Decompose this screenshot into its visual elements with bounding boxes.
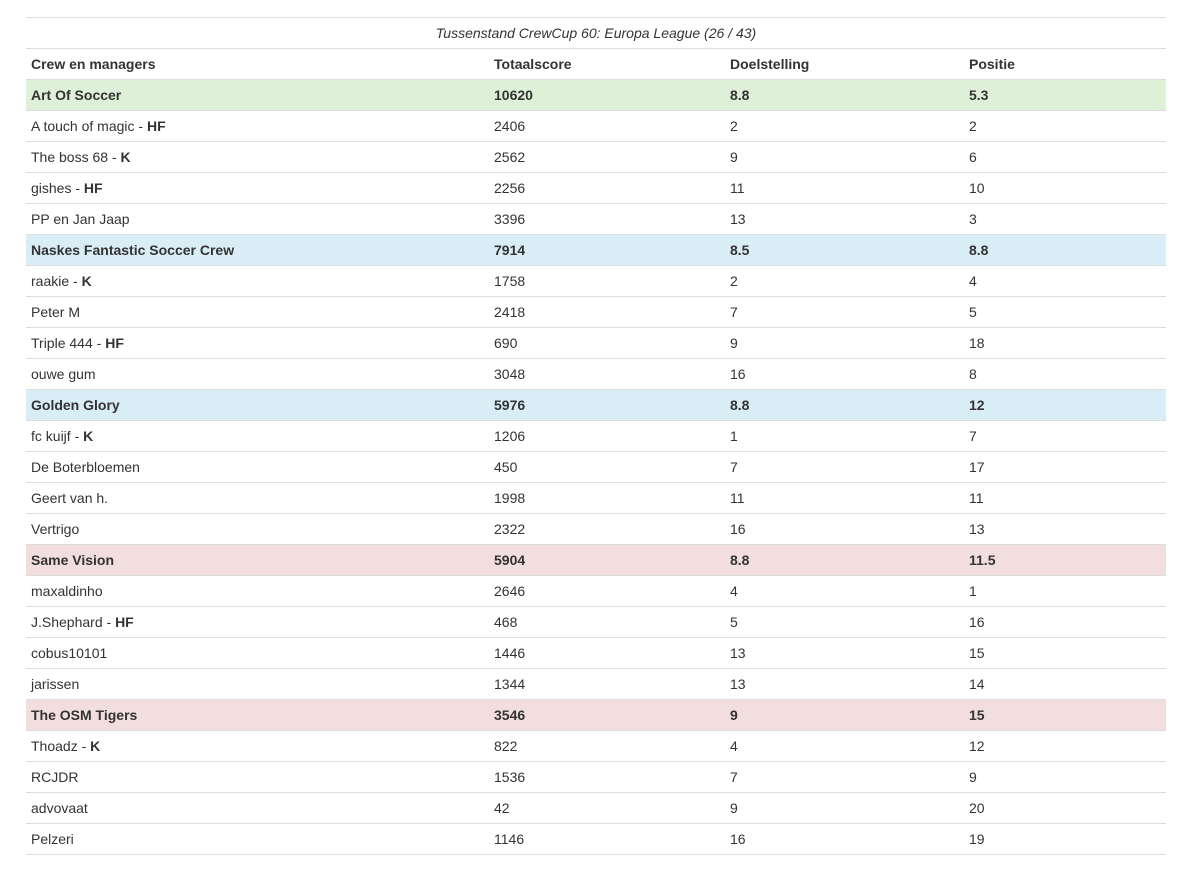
goal-cell: 16: [725, 359, 964, 390]
header-crew: Crew en managers: [26, 49, 489, 80]
manager-name: [26, 669, 489, 700]
manager-row: [26, 142, 1166, 173]
name-text: The boss 68: [31, 149, 109, 165]
manager-row: [26, 111, 1166, 142]
role-tag: K: [81, 273, 92, 289]
manager-row: [26, 328, 1166, 359]
role-tag: HF: [83, 180, 103, 196]
manager-row: [26, 731, 1166, 762]
role-tag: HF: [146, 118, 166, 134]
position-cell: 10: [964, 173, 1166, 204]
name-text: PP en Jan Jaap: [31, 211, 130, 227]
manager-row: [26, 824, 1166, 855]
score-cell: 468: [489, 607, 725, 638]
goal-cell: 13: [725, 638, 964, 669]
position-cell: 4: [964, 266, 1166, 297]
position-cell: 5: [964, 297, 1166, 328]
name-text: Triple 444: [31, 335, 93, 351]
crew-name: [26, 545, 489, 576]
manager-name: [26, 359, 489, 390]
name-text: De Boterbloemen: [31, 459, 140, 475]
manager-name: Thoadz - K: [26, 731, 489, 762]
manager-name: The boss 68 - K: [26, 142, 489, 173]
header-row: [26, 49, 1166, 80]
name-text: Geert van h.: [31, 490, 109, 506]
table-caption: Tussenstand CrewCup 60: Europa League (26 / 43): [26, 17, 1166, 48]
position-cell: 1: [964, 576, 1166, 607]
crew-row: [26, 390, 1166, 421]
position-cell: 7: [964, 421, 1166, 452]
score-cell: 5904: [489, 545, 725, 576]
header-position: Positie: [964, 49, 1166, 80]
score-cell: 2256: [489, 173, 725, 204]
manager-row: [26, 607, 1166, 638]
role-tag: HF: [105, 335, 124, 351]
position-cell: 6: [964, 142, 1166, 173]
goal-cell: 8.8: [725, 80, 964, 111]
score-cell: 1206: [489, 421, 725, 452]
goal-cell: 2: [725, 266, 964, 297]
manager-row: [26, 638, 1166, 669]
manager-row: [26, 173, 1166, 204]
score-cell: 690: [489, 328, 725, 359]
manager-name: [26, 762, 489, 793]
score-cell: 3048: [489, 359, 725, 390]
goal-cell: 16: [725, 824, 964, 855]
name-text: The OSM Tigers: [31, 707, 138, 723]
score-cell: 10620: [489, 80, 725, 111]
role-tag: K: [83, 428, 94, 444]
score-cell: 3546: [489, 700, 725, 731]
position-cell: 14: [964, 669, 1166, 700]
position-cell: 11.5: [964, 545, 1166, 576]
score-cell: 2646: [489, 576, 725, 607]
goal-cell: 9: [725, 700, 964, 731]
goal-cell: 4: [725, 576, 964, 607]
role-tag: HF: [115, 614, 134, 630]
score-cell: 1344: [489, 669, 725, 700]
score-cell: 1998: [489, 483, 725, 514]
manager-row: [26, 576, 1166, 607]
position-cell: 9: [964, 762, 1166, 793]
goal-cell: 7: [725, 452, 964, 483]
goal-cell: 7: [725, 762, 964, 793]
manager-row: [26, 793, 1166, 824]
name-text: RCJDR: [31, 769, 79, 785]
position-cell: 13: [964, 514, 1166, 545]
manager-row: [26, 204, 1166, 235]
position-cell: 3: [964, 204, 1166, 235]
crew-row: [26, 80, 1166, 111]
manager-name: [26, 576, 489, 607]
score-cell: 450: [489, 452, 725, 483]
manager-row: [26, 266, 1166, 297]
score-cell: 5976: [489, 390, 725, 421]
role-tag: K: [90, 738, 101, 754]
position-cell: 15: [964, 700, 1166, 731]
name-text: Naskes Fantastic Soccer Crew: [31, 242, 235, 258]
manager-name: J.Shephard - HF: [26, 607, 489, 638]
manager-row: [26, 359, 1166, 390]
name-text: Vertrigo: [31, 521, 80, 537]
standings-table: [26, 17, 1166, 855]
position-cell: 8: [964, 359, 1166, 390]
name-text: Peter M: [31, 304, 81, 320]
position-cell: 12: [964, 390, 1166, 421]
score-cell: 7914: [489, 235, 725, 266]
role-tag: K: [120, 149, 131, 165]
manager-row: [26, 297, 1166, 328]
name-text: Thoadz: [31, 738, 78, 754]
goal-cell: 1: [725, 421, 964, 452]
score-cell: 42: [489, 793, 725, 824]
position-cell: 12: [964, 731, 1166, 762]
position-cell: 17: [964, 452, 1166, 483]
name-text: A touch of magic: [31, 118, 135, 134]
score-cell: 1758: [489, 266, 725, 297]
goal-cell: 11: [725, 173, 964, 204]
name-text: Pelzeri: [31, 831, 74, 847]
goal-cell: 2: [725, 111, 964, 142]
manager-name: A touch of magic - HF: [26, 111, 489, 142]
name-text: Art Of Soccer: [31, 87, 122, 103]
manager-name: [26, 514, 489, 545]
crew-row: [26, 700, 1166, 731]
name-text: raakie: [31, 273, 70, 289]
name-text: J.Shephard: [31, 614, 103, 630]
score-cell: 2418: [489, 297, 725, 328]
manager-name: [26, 452, 489, 483]
name-text: cobus10101: [31, 645, 108, 661]
manager-name: [26, 793, 489, 824]
goal-cell: 13: [725, 669, 964, 700]
score-cell: 2322: [489, 514, 725, 545]
manager-name: fc kuijf - K: [26, 421, 489, 452]
goal-cell: 16: [725, 514, 964, 545]
goal-cell: 8.8: [725, 545, 964, 576]
crew-name: [26, 700, 489, 731]
score-cell: 822: [489, 731, 725, 762]
goal-cell: 11: [725, 483, 964, 514]
position-cell: 2: [964, 111, 1166, 142]
goal-cell: 5: [725, 607, 964, 638]
score-cell: 1146: [489, 824, 725, 855]
crew-name: [26, 390, 489, 421]
position-cell: 18: [964, 328, 1166, 359]
crew-row: [26, 545, 1166, 576]
position-cell: 8.8: [964, 235, 1166, 266]
manager-row: [26, 669, 1166, 700]
name-text: maxaldinho: [31, 583, 103, 599]
manager-row: [26, 762, 1166, 793]
position-cell: 5.3: [964, 80, 1166, 111]
position-cell: 19: [964, 824, 1166, 855]
manager-name: Triple 444 - HF: [26, 328, 489, 359]
manager-name: [26, 824, 489, 855]
header-score: Totaalscore: [489, 49, 725, 80]
score-cell: 1536: [489, 762, 725, 793]
standings-container: [26, 17, 1166, 855]
score-cell: 2406: [489, 111, 725, 142]
manager-row: [26, 421, 1166, 452]
manager-row: [26, 514, 1166, 545]
score-cell: 2562: [489, 142, 725, 173]
score-cell: 3396: [489, 204, 725, 235]
crew-name: [26, 235, 489, 266]
crew-name: [26, 80, 489, 111]
manager-name: raakie - K: [26, 266, 489, 297]
goal-cell: 4: [725, 731, 964, 762]
name-text: jarissen: [31, 676, 80, 692]
manager-name: [26, 204, 489, 235]
manager-name: [26, 483, 489, 514]
goal-cell: 8.8: [725, 390, 964, 421]
name-text: advovaat: [31, 800, 88, 816]
name-text: ouwe gum: [31, 366, 96, 382]
goal-cell: 13: [725, 204, 964, 235]
manager-row: [26, 483, 1166, 514]
crew-row: [26, 235, 1166, 266]
name-text: Golden Glory: [31, 397, 120, 413]
manager-name: [26, 638, 489, 669]
position-cell: 20: [964, 793, 1166, 824]
manager-row: [26, 452, 1166, 483]
name-text: fc kuijf: [31, 428, 71, 444]
goal-cell: 8.5: [725, 235, 964, 266]
goal-cell: 9: [725, 328, 964, 359]
header-goal: Doelstelling: [725, 49, 964, 80]
name-text: gishes: [31, 180, 72, 196]
score-cell: 1446: [489, 638, 725, 669]
position-cell: 16: [964, 607, 1166, 638]
goal-cell: 9: [725, 793, 964, 824]
table-body: [26, 80, 1166, 855]
position-cell: 15: [964, 638, 1166, 669]
goal-cell: 9: [725, 142, 964, 173]
goal-cell: 7: [725, 297, 964, 328]
manager-name: gishes - HF: [26, 173, 489, 204]
position-cell: 11: [964, 483, 1166, 514]
name-text: Same Vision: [31, 552, 115, 568]
manager-name: [26, 297, 489, 328]
